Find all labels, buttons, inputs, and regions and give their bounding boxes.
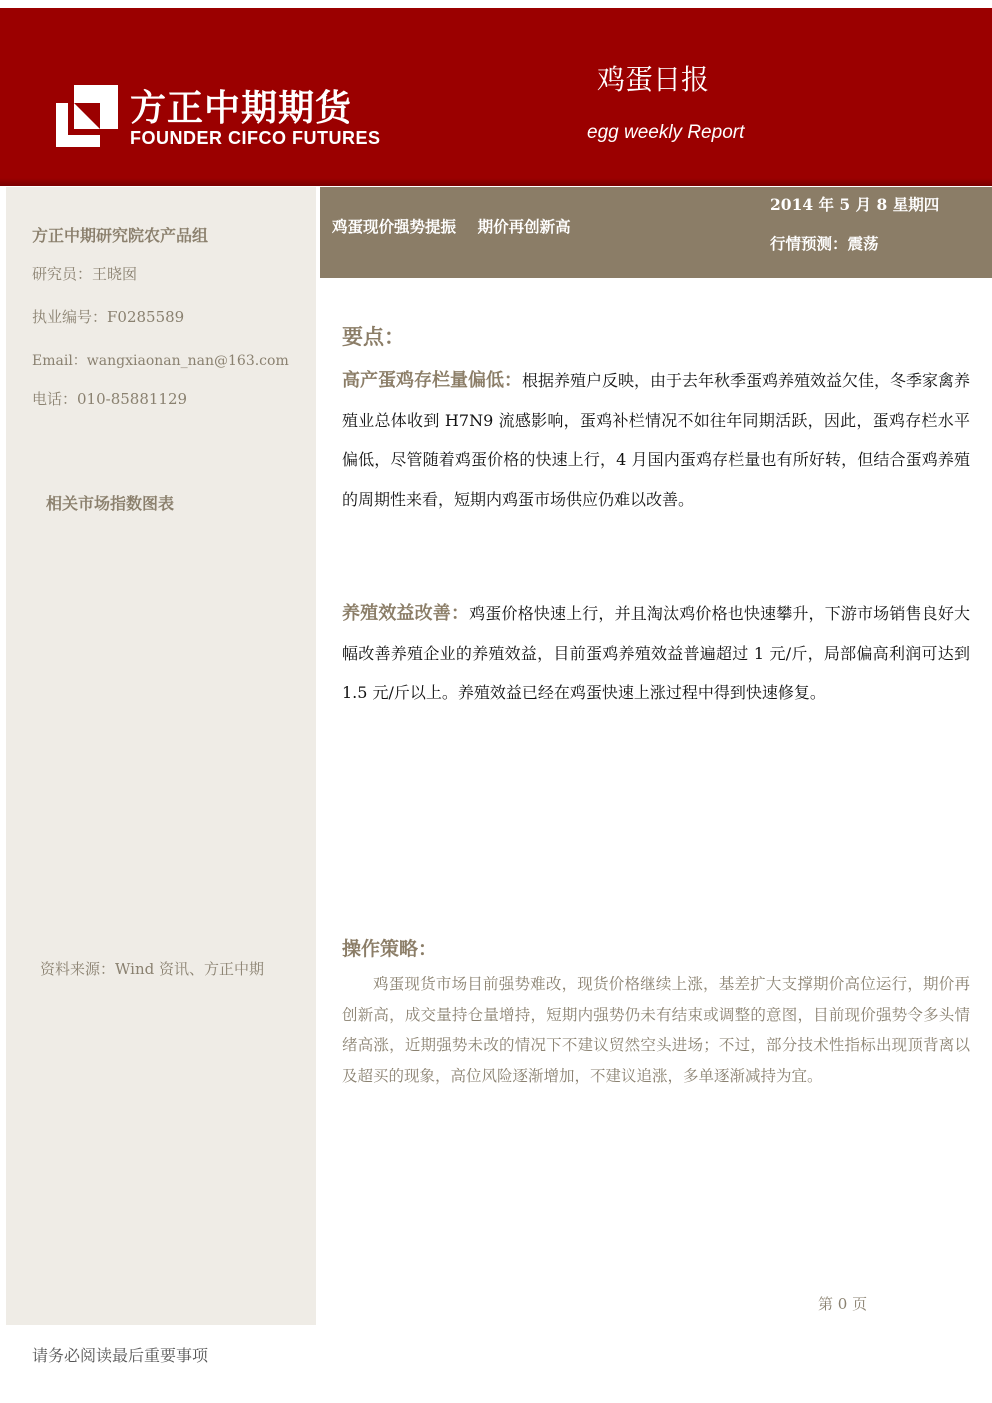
founder-logo-icon <box>56 85 118 147</box>
sidebar-email: Email：wangxiaonan_nan@163.com <box>32 353 289 369</box>
sidebar-chart-heading: 相关市场指数图表 <box>46 494 175 513</box>
sidebar-analyst: 研究员：王晓囡 <box>32 265 138 283</box>
report-subtitle: egg weekly Report <box>587 122 745 143</box>
keypoint-supply-lead: 高产蛋鸡存栏量偏低： <box>342 370 522 391</box>
sidebar-org: 方正中期研究院农产品组 <box>32 226 209 245</box>
keypoint-profit-text: 鸡蛋价格快速上行，并且淘汰鸡价格也快速攀升，下游市场销售良好大幅改善养殖企业的养殖效益，目前蛋鸡养殖效益普遍超过 1 元/斤，局部偏高利润可达到 1.5 元/斤以上。养殖效益已经在鸡蛋快速上涨过程中得到快速修复。 <box>342 604 970 702</box>
strategy-text: 鸡蛋现货市场目前强势难改，现货价格继续上涨，基差扩大支撑期价高位运行，期价再创新高，成交量持仓量增持，短期内强势仍未有结束或调整的意图，目前现价强势令多头情绪高涨，近期强势未改的情况下不建议贸然空头进场；不过，部分技术性指标出现顶背离以及超买的现象，高位风险逐渐增加，不建议追涨，多单逐渐减持为宜。 <box>342 975 970 1085</box>
keypoint-supply <box>342 361 970 519</box>
sidebar-source: 资料来源：Wind 资讯、方正中期 <box>40 960 264 978</box>
logo-english-name: FOUNDER CIFCO FUTURES <box>130 128 381 148</box>
page-number: 第 0 页 <box>818 1295 868 1313</box>
keypoint-supply-text: 根据养殖户反映，由于去年秋季蛋鸡养殖效益欠佳，冬季家禽养殖业总体收到 H7N9 流感影响，蛋鸡补栏情况不如往年同期活跃，因此，蛋鸡存栏水平偏低，尽管随着鸡蛋价格的快速上行，4 月国内蛋鸡存栏量也有所好转，但结合蛋鸡养殖的周期性来看，短期内鸡蛋市场供应仍难以改善。 <box>342 371 971 509</box>
strategy-title: 操作策略： <box>342 938 438 960</box>
logo-chinese-name: 方正中期期货 <box>130 88 353 129</box>
report-title: 鸡蛋日报 <box>597 63 710 96</box>
header-divider <box>0 178 992 186</box>
headline: 鸡蛋现价强势提振 期价再创新高 <box>332 217 571 236</box>
sidebar-license: 执业编号：F0285589 <box>32 308 185 326</box>
sidebar-phone: 电话：010-85881129 <box>32 390 188 408</box>
report-date: 2014 年 5 月 8 星期四 <box>770 195 940 214</box>
forecast: 行情预测：震荡 <box>770 234 879 253</box>
footer-notice: 请务必阅读最后重要事项 <box>32 1346 209 1365</box>
keypoint-profit-lead: 养殖效益改善： <box>342 603 470 624</box>
keypoints-title: 要点： <box>342 324 405 349</box>
keypoint-profit <box>342 594 970 713</box>
